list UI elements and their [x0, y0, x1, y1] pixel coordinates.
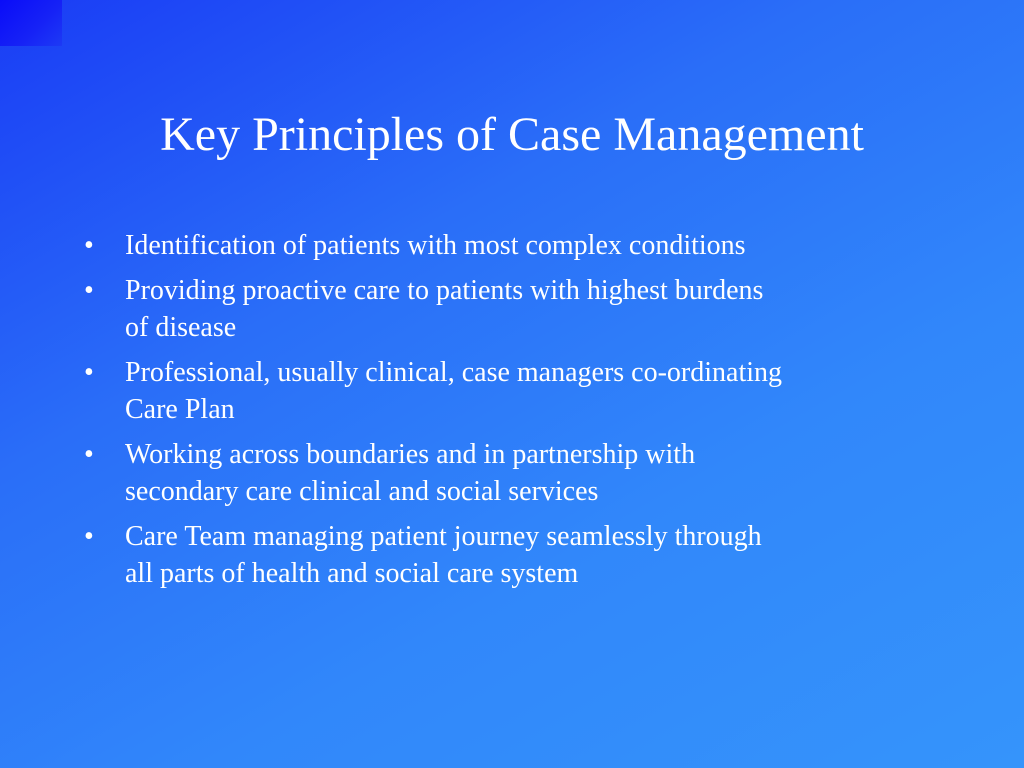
- corner-accent-block: [0, 0, 62, 46]
- bullet-item: [84, 227, 944, 264]
- bullet-item: [84, 436, 944, 510]
- bullet-text: Working across boundaries and in partnership with secondary care clinical and social services: [125, 439, 696, 507]
- bullet-dot-icon: •: [84, 230, 94, 261]
- bullet-text: Providing proactive care to patients with highest burdens of disease: [125, 275, 764, 343]
- bullet-text: Care Team managing patient journey seamlessly through all parts of health and social care system: [125, 521, 762, 589]
- bullet-item: [84, 354, 944, 428]
- bullet-item: [84, 272, 944, 346]
- bullet-dot-icon: •: [84, 521, 94, 552]
- bullet-list: [84, 227, 944, 600]
- bullet-dot-icon: •: [84, 357, 94, 388]
- bullet-dot-icon: •: [84, 439, 94, 470]
- bullet-text: Identification of patients with most complex conditions: [125, 230, 746, 261]
- bullet-item: [84, 518, 944, 592]
- bullet-text: Professional, usually clinical, case managers co-ordinating Care Plan: [125, 357, 783, 425]
- slide-title: Key Principles of Case Management: [160, 108, 864, 161]
- bullet-dot-icon: •: [84, 275, 94, 306]
